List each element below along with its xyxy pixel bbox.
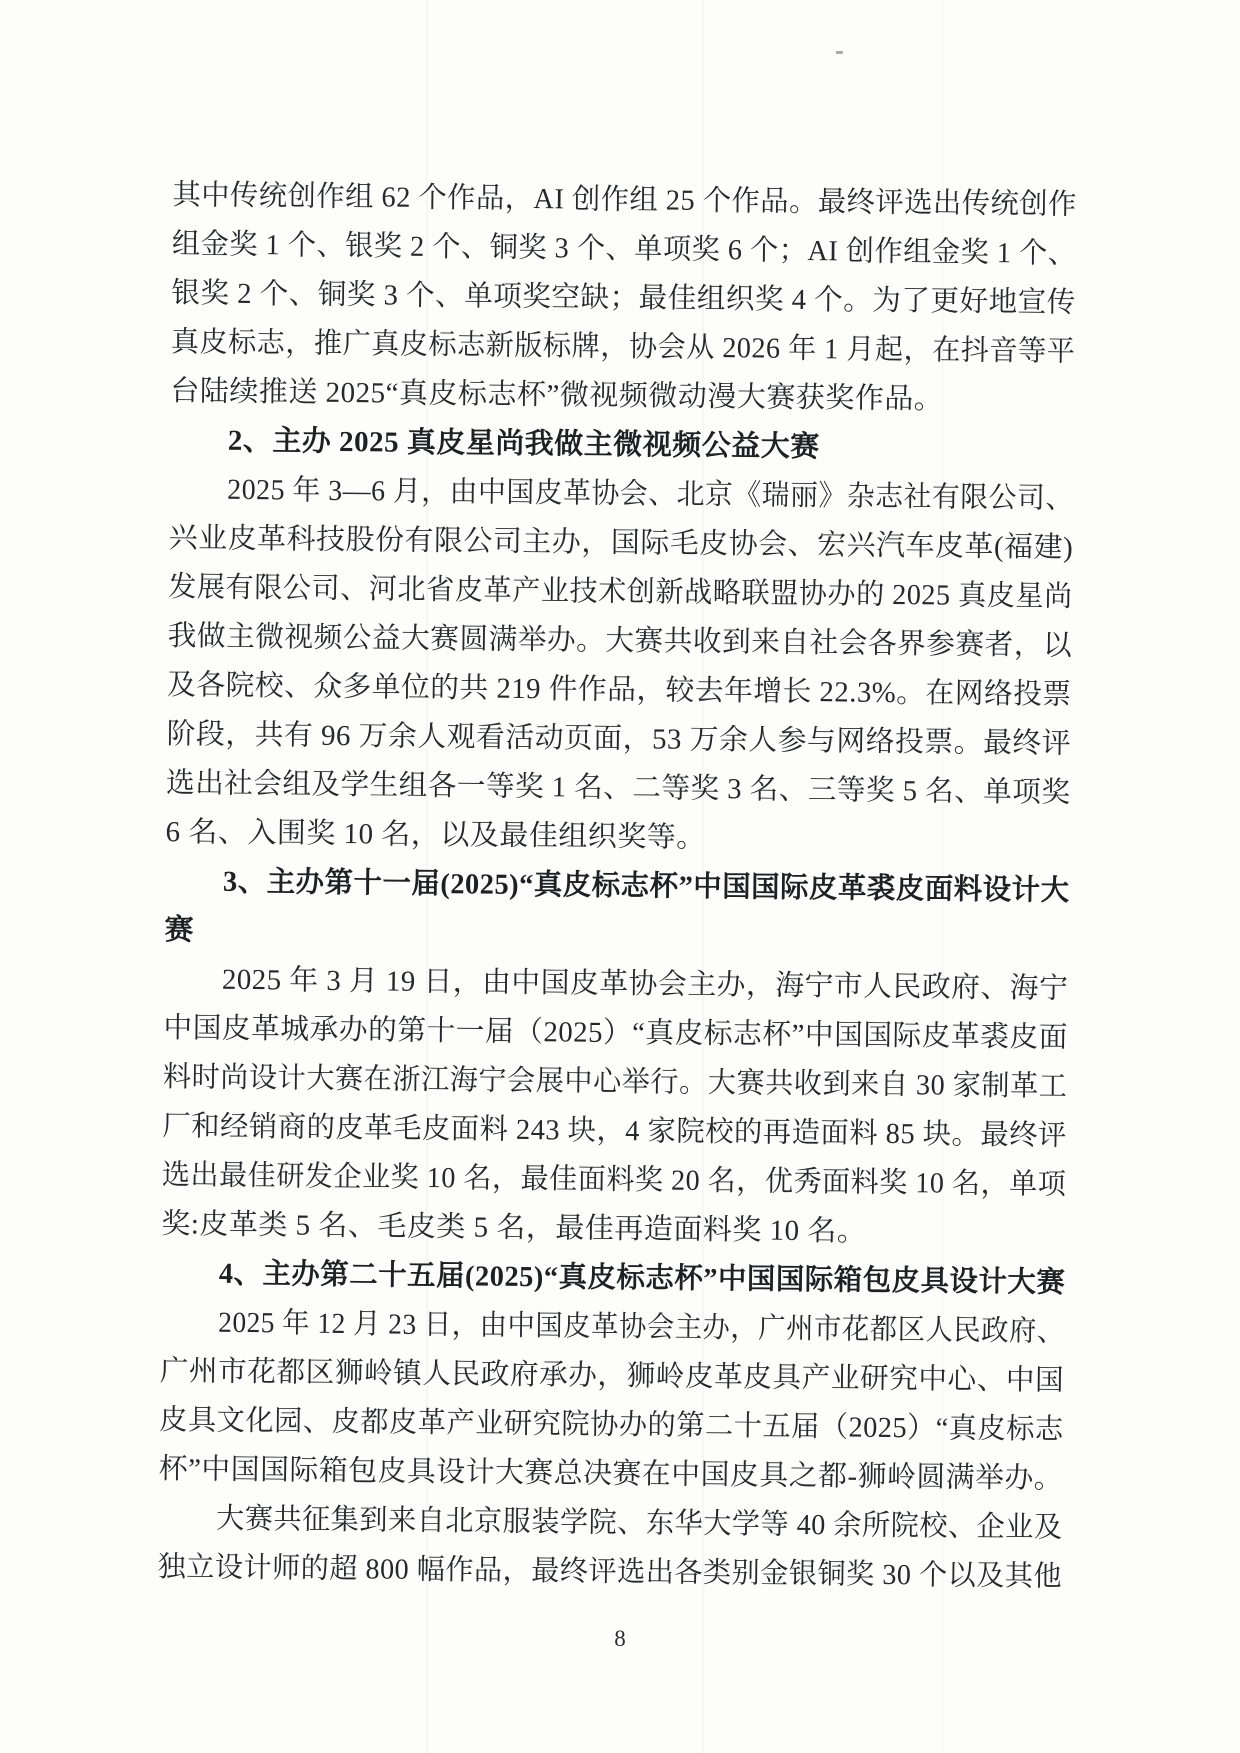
text-line-content: 广州市花都区狮岭镇人民政府承办，狮岭皮革皮具产业研究中心、中国 [159, 1355, 1065, 1397]
text-line-content: 发展有限公司、河北省皮革产业技术创新战略联盟协办的 2025 真皮星尚 [168, 571, 1073, 613]
text-line-content: 料时尚设计大赛在浙江海宁会展中心举行。大赛共收到来自 30 家制革工 [162, 1061, 1068, 1103]
text-line-content: 大赛共征集到来自北京服装学院、东华大学等 40 余所院校、企业及 [215, 1502, 1063, 1544]
text-line-content: 真皮标志，推广真皮标志新版标牌，协会从 2026 年 1 月起，在抖音等平 [170, 326, 1076, 368]
text-line [166, 759, 1071, 818]
text-line [157, 1543, 1062, 1602]
text-line-content: 及各院校、众多单位的共 219 件作品，较去年增长 22.3%。在网络投票 [166, 669, 1072, 711]
section-heading-text: 4、主办第二十五届(2025)“真皮标志杯”中国国际箱包皮具设计大赛 [218, 1257, 1066, 1299]
text-line-content: 兴业皮革科技股份有限公司主办，国际毛皮协会、宏兴汽车皮革(福建) [168, 522, 1074, 564]
text-line-content: 2025 年 3—6 月，由中国皮革协会、北京《瑞丽》杂志社有限公司、 [227, 473, 1074, 515]
page-number: 8 [614, 1626, 626, 1651]
text-line-content: 2025 年 12 月 23 日，由中国皮革协会主办，广州市花都区人民政府、 [218, 1306, 1065, 1348]
scan-speck [836, 51, 843, 54]
text-line [162, 1151, 1067, 1210]
text-line-content: 选出社会组及学生组各一等奖 1 名、二等奖 3 名、三等奖 5 名、单项奖 [165, 767, 1071, 809]
page-text-block [157, 171, 1077, 1602]
text-line-content: 厂和经销商的皮革毛皮面料 243 块，4 家院校的再造面料 85 块。最终评 [162, 1110, 1068, 1152]
text-line-content: 6 名、入围奖 10 名，以及最佳组织奖等。 [165, 816, 706, 854]
text-line-content: 其中传统创作组 62 个作品，AI 创作组 25 个作品。最终评选出传统创作 [172, 179, 1078, 221]
text-line-content: 中国皮革城承办的第十一届（2025）“真皮标志杯”中国国际皮革裘皮面 [163, 1012, 1069, 1054]
section-heading [165, 857, 1070, 916]
text-line-content: 组金奖 1 个、银奖 2 个、铜奖 3 个、单项奖 6 个；AI 创作组金奖 1 个、 [171, 228, 1077, 270]
text-line-content: 选出最佳研发企业奖 10 名，最佳面料奖 20 名，优秀面料奖 10 名，单项 [161, 1159, 1067, 1201]
text-line-content: 杯”中国国际箱包皮具设计大赛总决赛在中国皮具之都-狮岭圆满举办。 [158, 1453, 1064, 1495]
text-line-content: 台陆续推送 2025“真皮标志杯”微视频微动漫大赛获奖作品。 [170, 375, 944, 416]
text-line-content: 奖:皮革类 5 名、毛皮类 5 名，最佳再造面料奖 10 名。 [161, 1208, 867, 1248]
text-line-content: 阶段，共有 96 万余人观看活动页面，53 万余人参与网络投票。最终评 [166, 718, 1072, 760]
section-heading-text: 赛 [164, 914, 195, 947]
text-line [171, 318, 1076, 377]
text-line-content: 皮具文化园、皮都皮革产业研究院协办的第二十五届（2025）“真皮标志 [159, 1404, 1064, 1446]
text-line-content: 2025 年 3 月 19 日，由中国皮革协会主办，海宁市人民政府、海宁 [221, 963, 1069, 1005]
text-line-content: 独立设计师的超 800 幅作品，最终评选出各类别金银铜奖 30 个以及其他 [157, 1551, 1063, 1593]
text-line-content: 银奖 2 个、铜奖 3 个、单项奖空缺；最佳组织奖 4 个。为了更好地宣传 [171, 277, 1077, 319]
section-heading-text: 2、主办 2025 真皮星尚我做主微视频公益大赛 [227, 424, 820, 464]
section-heading-text: 3、主办第十一届(2025)“真皮标志杯”中国国际皮革裘皮面料设计大 [222, 865, 1070, 907]
text-line-content: 我做主微视频公益大赛圆满举办。大赛共收到来自社会各界参赛者，以 [167, 620, 1073, 662]
